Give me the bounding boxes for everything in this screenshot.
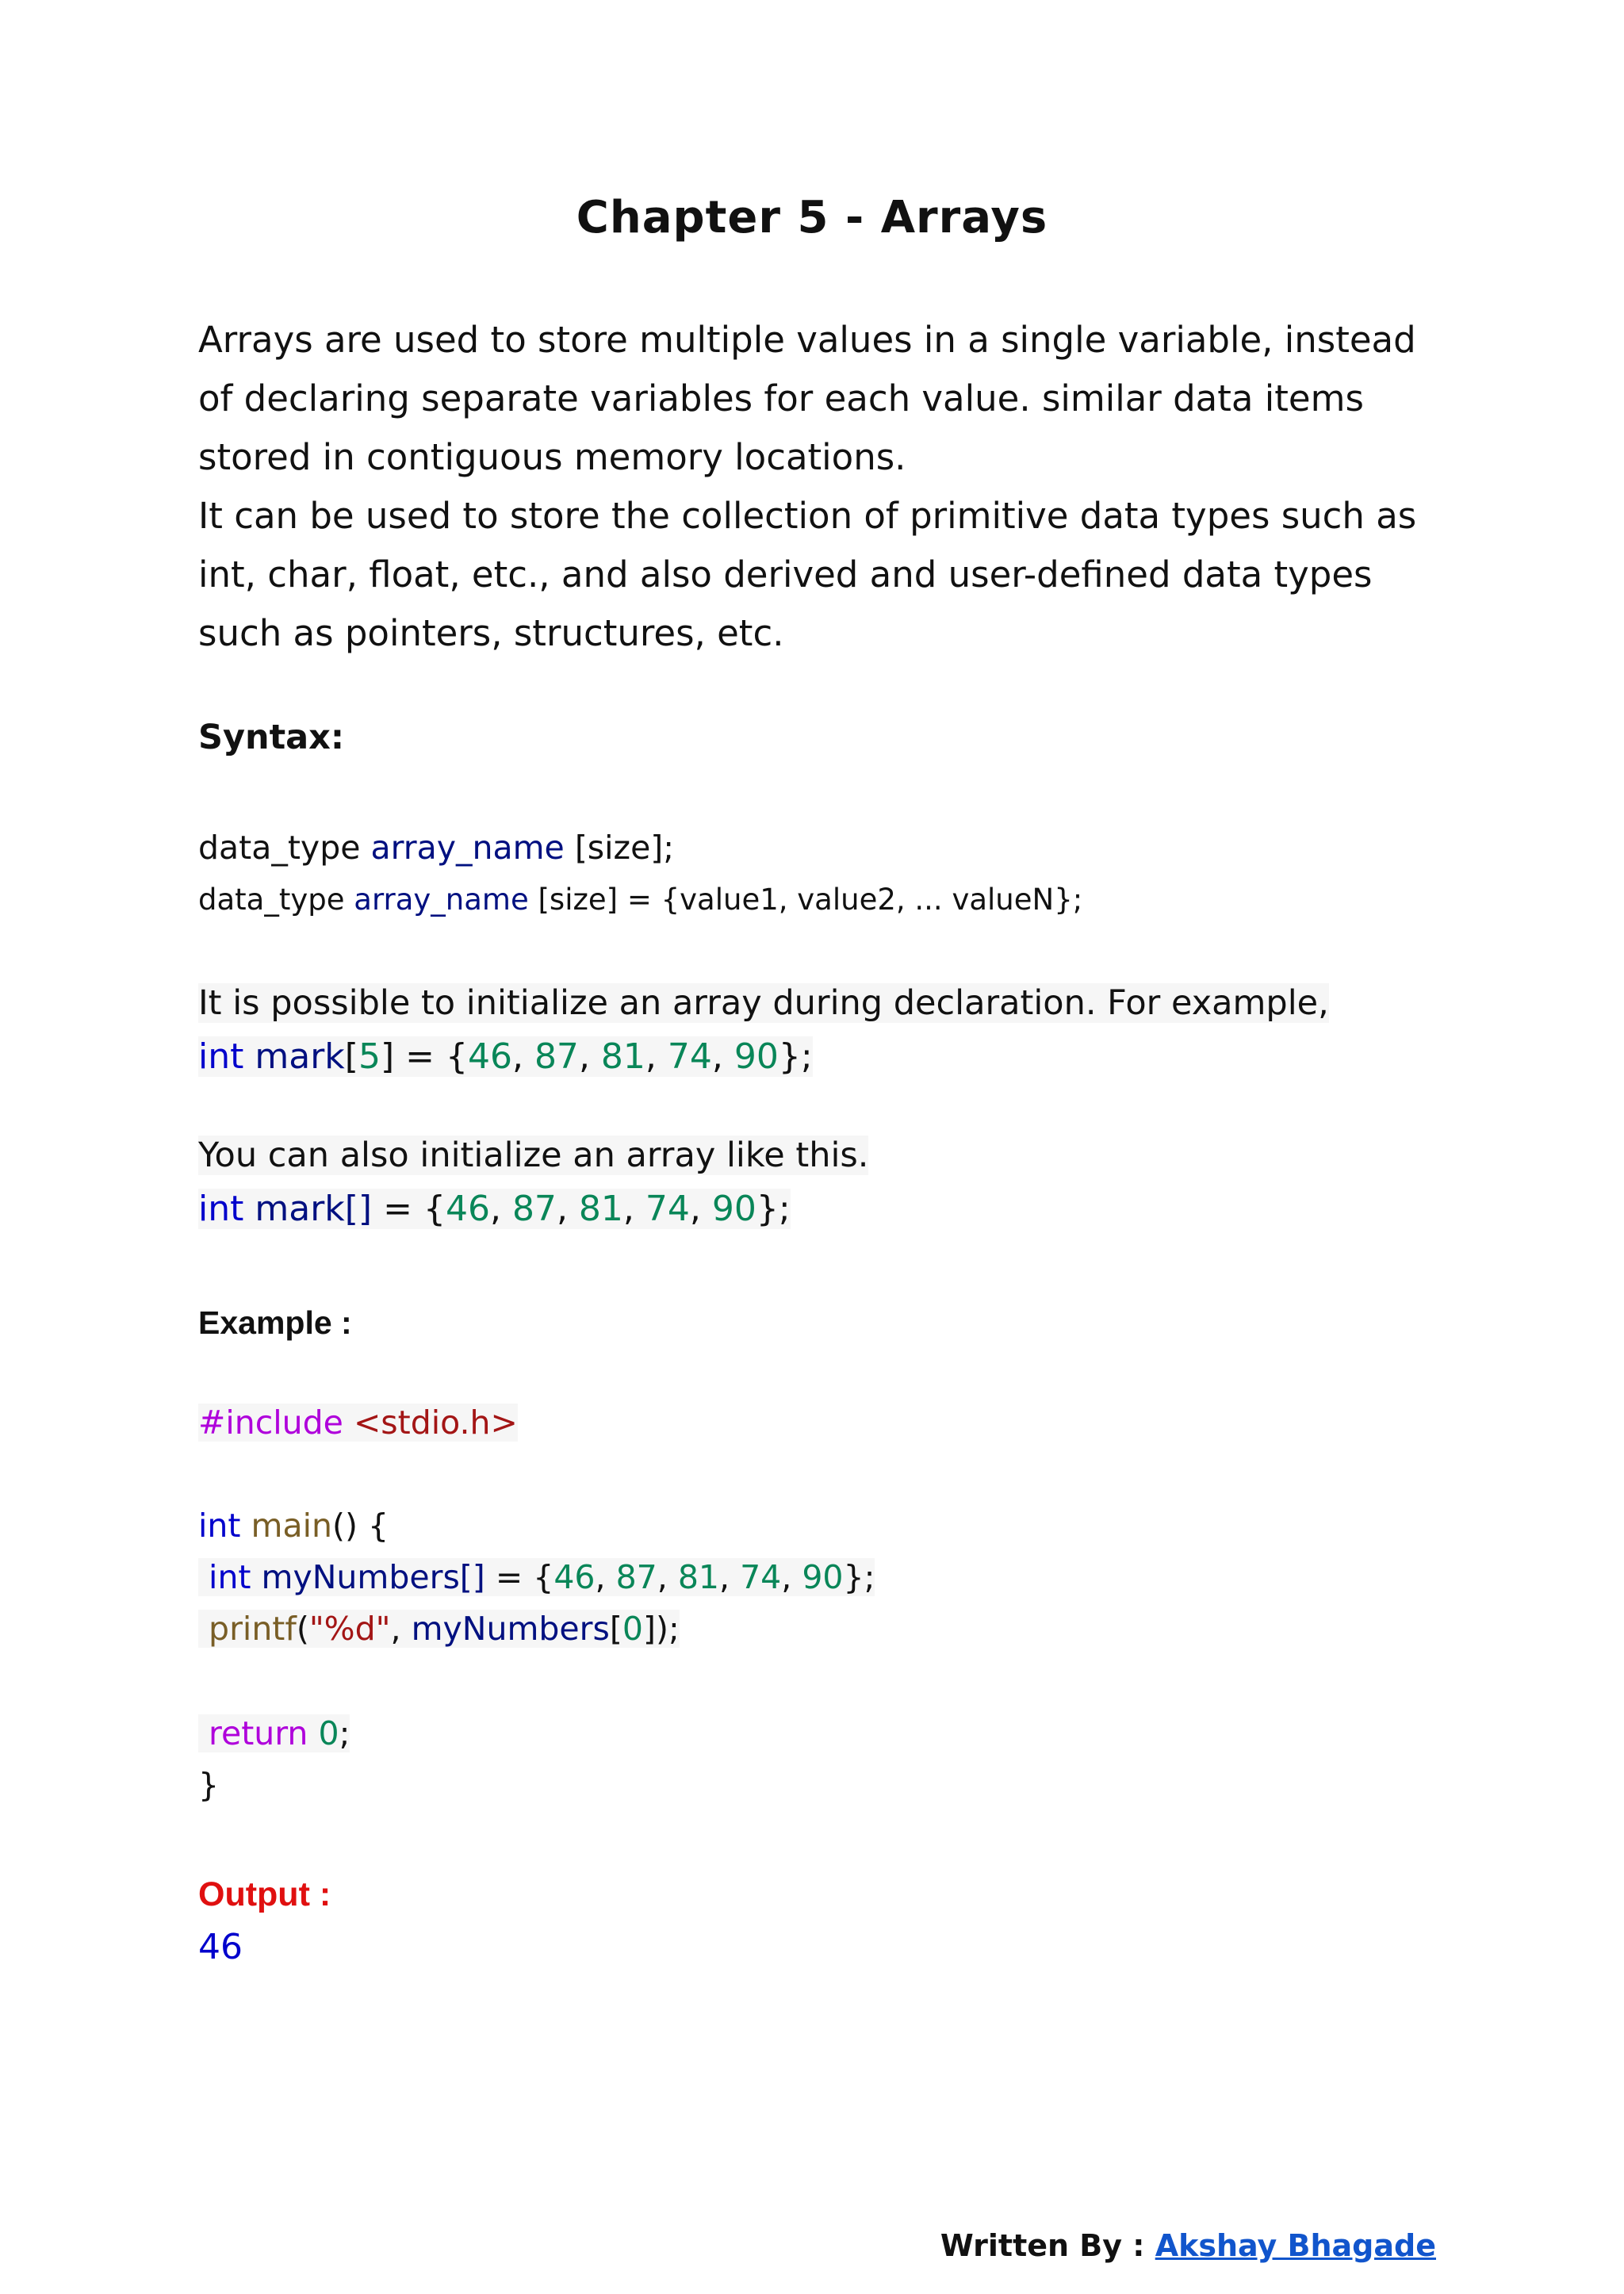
code-punct: = { <box>485 1558 554 1596</box>
init-text <box>198 983 1329 1023</box>
syntax-type: data_type <box>198 883 345 917</box>
syntax-rest: [size] = {value1, value2, ... valueN}; <box>528 883 1083 917</box>
code-include-file: <stdio.h> <box>343 1404 518 1442</box>
code-printf <box>198 1610 680 1648</box>
code-punct: = { <box>372 1189 446 1229</box>
code-keyword: int <box>209 1558 251 1596</box>
syntax-heading: Syntax: <box>198 718 345 757</box>
code-number: 74 <box>740 1558 782 1596</box>
code-number: 0 <box>318 1714 339 1752</box>
intro-line: stored in contiguous memory locations. <box>198 436 906 478</box>
code-bracket: [ <box>344 1036 358 1077</box>
code-variable: myNumbers[] <box>261 1558 485 1596</box>
intro-line: such as pointers, structures, etc. <box>198 612 784 654</box>
init-text-content: You can also initialize an array like this. <box>198 1136 869 1175</box>
example-heading: Example : <box>198 1304 352 1341</box>
code-keyword: int <box>198 1189 244 1229</box>
code-number: 46 <box>553 1558 596 1596</box>
code-number: 87 <box>534 1036 579 1077</box>
code-punct: }; <box>756 1189 791 1229</box>
code-punct: ( <box>296 1610 309 1648</box>
code-number: 74 <box>645 1189 690 1229</box>
syntax-name: array_name <box>370 829 565 867</box>
footer-label: Written By : <box>940 2228 1155 2263</box>
code-include <box>198 1404 518 1442</box>
page-title: Chapter 5 - Arrays <box>576 192 1048 243</box>
code-punct: () { <box>331 1507 389 1545</box>
code-number: 0 <box>622 1610 643 1648</box>
code-function: printf <box>209 1610 297 1648</box>
init-code-1: int mark[5] = {46, 87, 81, 74, 90}; <box>198 1036 813 1077</box>
code-number: 90 <box>711 1189 756 1229</box>
syntax-rest: [size]; <box>564 829 675 867</box>
code-keyword: int <box>198 1036 244 1077</box>
code-punct: ]); <box>642 1610 680 1648</box>
syntax-type: data_type <box>198 829 361 867</box>
code-keyword: int <box>198 1507 241 1545</box>
footer <box>940 2228 1436 2263</box>
code-string: "%d" <box>308 1610 391 1648</box>
code-number: 81 <box>677 1558 719 1596</box>
code-number: 81 <box>600 1036 645 1077</box>
code-return <box>198 1714 350 1752</box>
output-value: 46 <box>198 1927 243 1967</box>
init-text-2 <box>198 1136 868 1175</box>
code-function: main <box>251 1507 332 1545</box>
code-variable: mark[] <box>255 1189 373 1229</box>
intro-line: It can be used to store the collection of primitive data types such as <box>198 495 1417 537</box>
code-main <box>198 1507 389 1545</box>
code-number: 87 <box>511 1189 557 1229</box>
code-preprocessor: #include <box>198 1404 343 1442</box>
code-number: 90 <box>733 1036 779 1077</box>
code-number: 46 <box>467 1036 512 1077</box>
author-link[interactable]: Akshay Bhagade <box>1155 2228 1436 2263</box>
code-decl: int myNumbers[] = {46, 87, 81, 74, 90}; <box>198 1558 875 1596</box>
init-code-2: int mark[] = {46, 87, 81, 74, 90}; <box>198 1189 791 1229</box>
code-punct: ; <box>339 1714 350 1752</box>
syntax-line-1 <box>198 829 674 867</box>
code-number: 81 <box>578 1189 623 1229</box>
code-keyword: return <box>209 1714 308 1752</box>
code-punct: [ <box>609 1610 622 1648</box>
code-number: 46 <box>445 1189 490 1229</box>
code-punct: }; <box>778 1036 813 1077</box>
code-number: 87 <box>615 1558 657 1596</box>
code-punct: }; <box>843 1558 875 1596</box>
code-punct: ] = { <box>380 1036 468 1077</box>
code-number: 74 <box>667 1036 712 1077</box>
intro-line: of declaring separate variables for each value. similar data items <box>198 377 1364 419</box>
init-text-content: It is possible to initialize an array during declaration. For example, <box>198 983 1329 1023</box>
code-number: 90 <box>802 1558 844 1596</box>
intro-line: int, char, float, etc., and also derived and user-defined data types <box>198 553 1373 596</box>
syntax-line-2 <box>198 883 1082 917</box>
output-heading: Output : <box>198 1875 331 1913</box>
code-close-brace: } <box>198 1766 220 1804</box>
intro-line: Arrays are used to store multiple values in a single variable, instead <box>198 319 1416 361</box>
code-number: 5 <box>358 1036 381 1077</box>
code-variable: mark <box>255 1036 345 1077</box>
syntax-name: array_name <box>354 883 529 917</box>
code-punct: , <box>390 1610 412 1648</box>
code-variable: myNumbers <box>411 1610 610 1648</box>
